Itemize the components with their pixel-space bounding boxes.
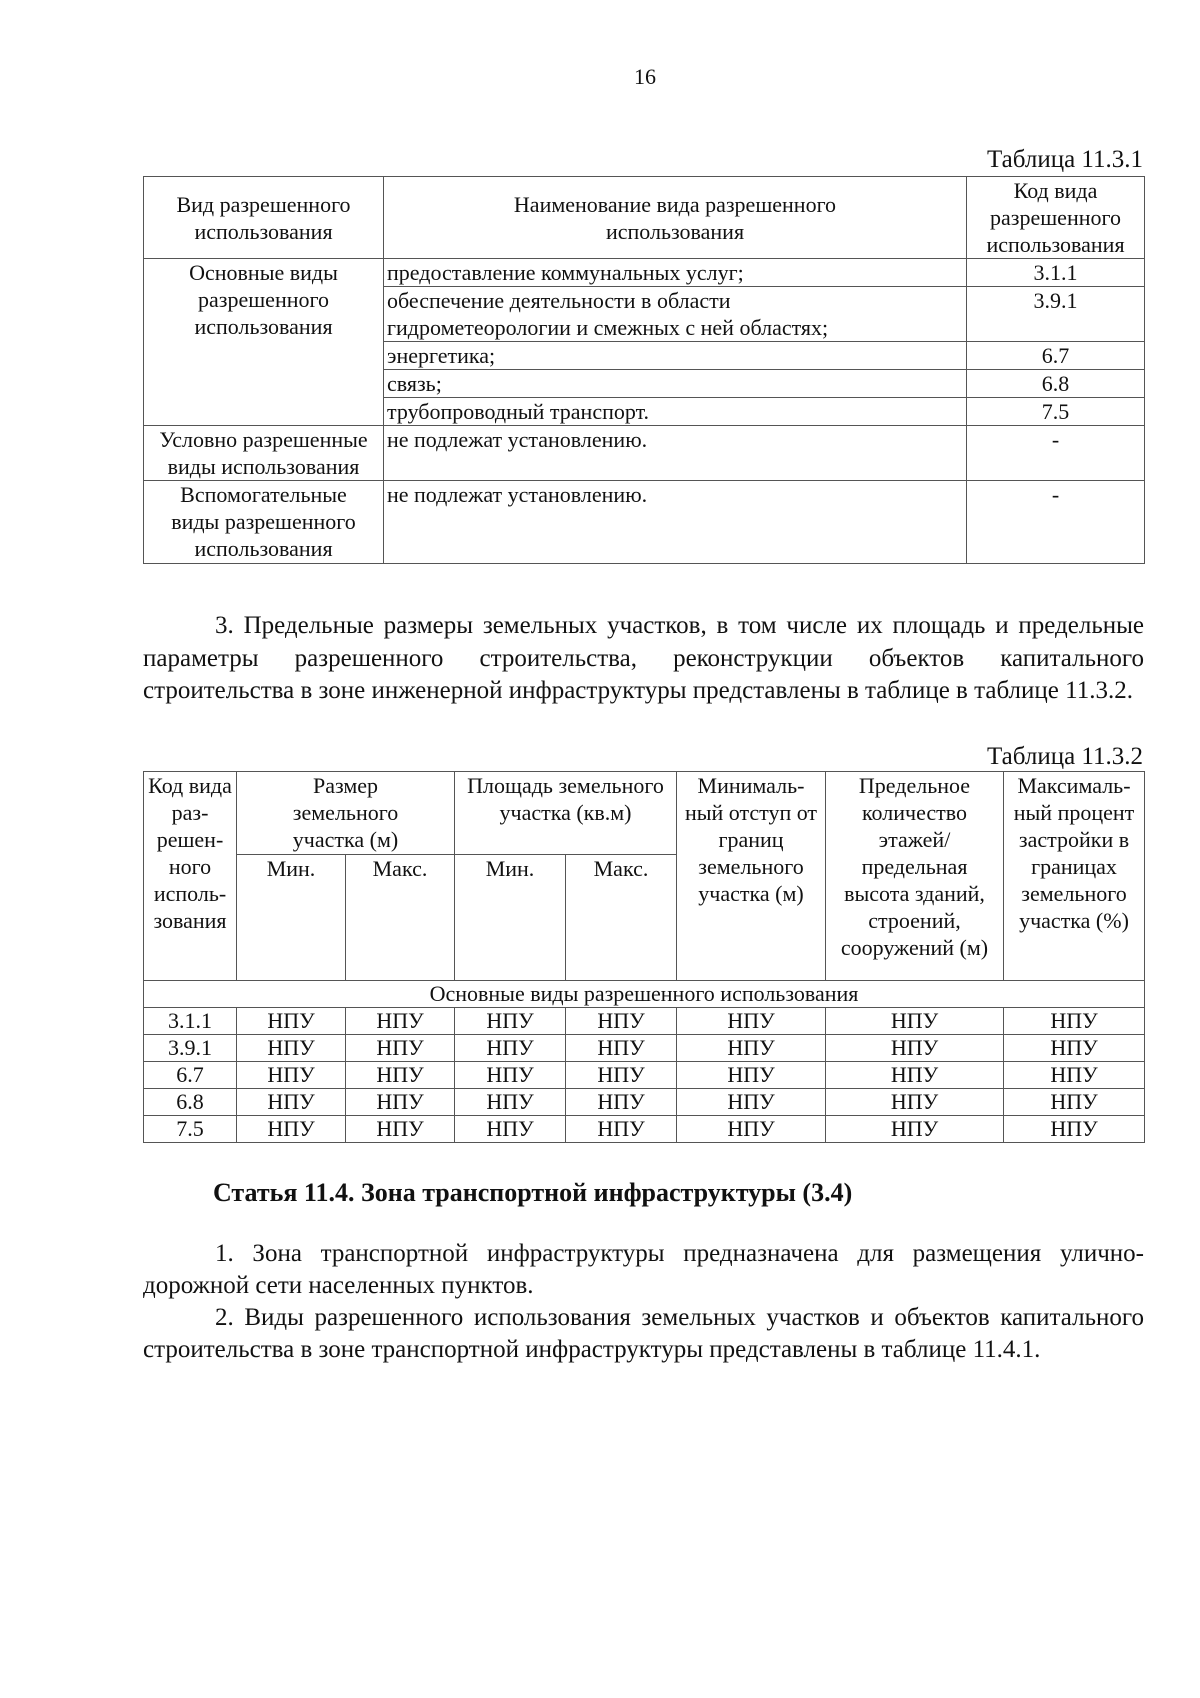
value-cell: НПУ [237,1089,346,1116]
use-code-cell: - [967,426,1145,481]
value-cell: НПУ [826,1035,1004,1062]
value-cell: НПУ [566,1116,677,1143]
table-row [144,259,1145,287]
paragraph-3: 3. Предельные размеры земельных участков, в том числе их площадь и предельные параметры разрешенного строительства, реконструкции объектов капитального строительства в зоне инженерной инфраструктуры представлены в таблице в таблице 11.3.2. [143,612,1144,704]
table-header-row [144,772,1145,855]
use-code-cell: 7.5 [967,398,1145,426]
paragraph-4-2: 2. Виды разрешенного использования земельных участков и объектов капитального строительства в зоне транспортной инфраструктуры представлены в таблице 11.4.1. [143,1304,1144,1363]
code-cell: 3.1.1 [144,1008,237,1035]
header-max-coverage: Максималь-ный процент застройки в границах земельного участка (%) [1004,772,1145,981]
use-code-cell: 3.1.1 [967,259,1145,287]
use-name-cell: не подлежат установлению. [384,426,967,481]
value-cell: НПУ [566,1062,677,1089]
use-name-cell: связь; [384,370,967,398]
table-row [144,1116,1145,1143]
value-cell: НПУ [1004,1116,1145,1143]
table-section-row [144,981,1145,1008]
value-cell: НПУ [346,1062,455,1089]
header-max-floors: Предельное количество этажей/ предельная высота зданий, строений, сооружений (м) [826,772,1004,981]
value-cell: НПУ [1004,1008,1145,1035]
value-cell: НПУ [677,1062,826,1089]
code-cell: 7.5 [144,1116,237,1143]
value-cell: НПУ [455,1062,566,1089]
code-cell: 3.9.1 [144,1035,237,1062]
use-code-cell: 3.9.1 [967,287,1145,342]
header-size-min: Мин. [237,855,346,981]
table-row [144,1008,1145,1035]
value-cell: НПУ [237,1008,346,1035]
article-heading: Статья 11.4. Зона транспортной инфраструктуры (3.4) [213,1178,853,1207]
header-use-code: Код вида разрешенного использования [967,177,1145,259]
value-cell: НПУ [677,1035,826,1062]
value-cell: НПУ [677,1008,826,1035]
value-cell: НПУ [1004,1035,1145,1062]
value-cell: НПУ [566,1008,677,1035]
table-header-row [144,177,1145,259]
value-cell: НПУ [455,1089,566,1116]
value-cell: НПУ [346,1035,455,1062]
use-name-cell: энергетика; [384,342,967,370]
header-plot-area: Площадь земельного участка (кв.м) [455,772,677,855]
header-min-setback: Минималь-ный отступ от границ земельного участка (м) [677,772,826,981]
value-cell: НПУ [566,1035,677,1062]
value-cell: НПУ [566,1089,677,1116]
page-number: 16 [634,64,656,89]
use-name-cell: обеспечение деятельности в области гидрометеорологии и смежных с ней областях; [384,287,967,342]
value-cell: НПУ [455,1008,566,1035]
table-caption-11-3-1: Таблица 11.3.1 [987,146,1143,173]
use-code-cell: - [967,481,1145,564]
use-code-cell: 6.7 [967,342,1145,370]
auxiliary-uses-label: Вспомогательные виды разрешенного использования [144,481,384,564]
table-row [144,1089,1145,1116]
header-area-max: Макс. [566,855,677,981]
value-cell: НПУ [1004,1062,1145,1089]
limit-parameters-table [143,771,1145,1143]
paragraph-4-1: 1. Зона транспортной инфраструктуры предназначена для размещения улично-дорожной сети населенных пунктов. [143,1240,1144,1299]
permitted-use-table [143,176,1145,564]
value-cell: НПУ [237,1116,346,1143]
conditional-uses-label: Условно разрешенные виды использования [144,426,384,481]
value-cell: НПУ [237,1062,346,1089]
header-area-min: Мин. [455,855,566,981]
use-code-cell: 6.8 [967,370,1145,398]
main-uses-label: Основные виды разрешенного использования [144,259,384,426]
code-cell: 6.8 [144,1089,237,1116]
value-cell: НПУ [346,1116,455,1143]
value-cell: НПУ [826,1116,1004,1143]
table-row [144,1035,1145,1062]
value-cell: НПУ [455,1116,566,1143]
header-plot-size: Размер земельного участка (м) [237,772,455,855]
table-row [144,481,1145,564]
table-row [144,1062,1145,1089]
value-cell: НПУ [455,1035,566,1062]
value-cell: НПУ [237,1035,346,1062]
header-use-type: Вид разрешенного использования [144,177,384,259]
value-cell: НПУ [826,1008,1004,1035]
value-cell: НПУ [677,1116,826,1143]
header-use-name: Наименование вида разрешенного использования [384,177,967,259]
section-main-uses: Основные виды разрешенного использования [144,981,1145,1008]
value-cell: НПУ [826,1062,1004,1089]
table-caption-11-3-2: Таблица 11.3.2 [987,743,1143,770]
use-name-cell: не подлежат установлению. [384,481,967,564]
code-cell: 6.7 [144,1062,237,1089]
use-name-cell: предоставление коммунальных услуг; [384,259,967,287]
value-cell: НПУ [346,1008,455,1035]
use-name-cell: трубопроводный транспорт. [384,398,967,426]
header-code: Код вида раз-решен-ного исполь-зования [144,772,237,981]
value-cell: НПУ [826,1089,1004,1116]
value-cell: НПУ [346,1089,455,1116]
value-cell: НПУ [1004,1089,1145,1116]
table-row [144,426,1145,481]
value-cell: НПУ [677,1089,826,1116]
header-size-max: Макс. [346,855,455,981]
